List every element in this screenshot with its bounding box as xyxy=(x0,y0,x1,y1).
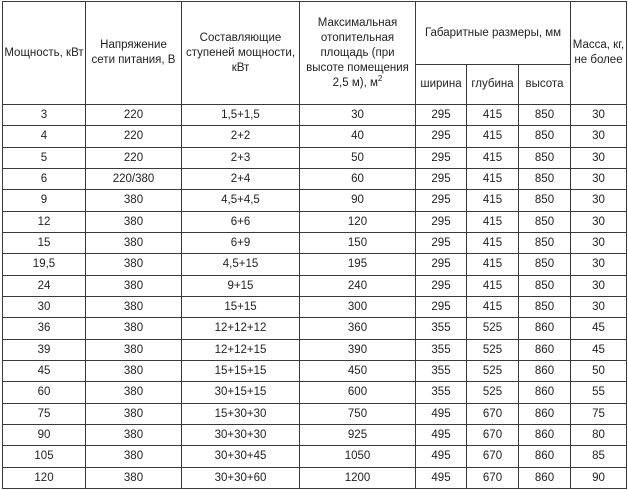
depth-cell: 415 xyxy=(467,168,519,189)
depth-cell: 525 xyxy=(467,318,519,339)
width-cell: 495 xyxy=(416,467,467,488)
stages-cell: 6+6 xyxy=(182,211,300,232)
stages-cell: 12+12+15 xyxy=(182,339,300,360)
stages-cell: 2+4 xyxy=(182,168,300,189)
specs-table xyxy=(2,1,627,489)
height-cell: 860 xyxy=(519,446,571,467)
header-voltage: Напряжение сети питания, В xyxy=(86,2,182,105)
table-row xyxy=(3,403,627,424)
voltage-cell: 220 xyxy=(86,147,182,168)
width-cell: 495 xyxy=(416,403,467,424)
height-cell: 860 xyxy=(519,339,571,360)
area-cell: 240 xyxy=(300,275,416,296)
table-header xyxy=(3,2,627,105)
table-row xyxy=(3,211,627,232)
height-cell: 850 xyxy=(519,232,571,253)
depth-cell: 525 xyxy=(467,382,519,403)
table-row xyxy=(3,318,627,339)
mass-cell: 30 xyxy=(571,190,627,211)
area-cell: 195 xyxy=(300,254,416,275)
depth-cell: 525 xyxy=(467,339,519,360)
voltage-cell: 220 xyxy=(86,105,182,126)
voltage-cell: 380 xyxy=(86,467,182,488)
stages-cell: 15+15 xyxy=(182,296,300,317)
mass-cell: 45 xyxy=(571,318,627,339)
area-cell: 150 xyxy=(300,232,416,253)
voltage-cell: 380 xyxy=(86,275,182,296)
mass-cell: 30 xyxy=(571,254,627,275)
power-cell: 15 xyxy=(3,232,86,253)
width-cell: 295 xyxy=(416,254,467,275)
width-cell: 295 xyxy=(416,147,467,168)
table-row xyxy=(3,232,627,253)
stages-cell: 6+9 xyxy=(182,232,300,253)
voltage-cell: 380 xyxy=(86,403,182,424)
voltage-cell: 380 xyxy=(86,211,182,232)
table-row xyxy=(3,467,627,488)
area-cell: 750 xyxy=(300,403,416,424)
table-row xyxy=(3,446,627,467)
header-area-text: Максимальная отопительная площадь (при высоте помещения 2,5 м), м xyxy=(306,16,409,89)
table-row xyxy=(3,424,627,445)
mass-cell: 30 xyxy=(571,232,627,253)
depth-cell: 415 xyxy=(467,126,519,147)
stages-cell: 1,5+1,5 xyxy=(182,105,300,126)
stages-cell: 2+2 xyxy=(182,126,300,147)
area-cell: 450 xyxy=(300,360,416,381)
depth-cell: 415 xyxy=(467,211,519,232)
depth-cell: 670 xyxy=(467,424,519,445)
height-cell: 850 xyxy=(519,190,571,211)
height-cell: 850 xyxy=(519,211,571,232)
width-cell: 295 xyxy=(416,275,467,296)
table-row xyxy=(3,360,627,381)
power-cell: 9 xyxy=(3,190,86,211)
width-cell: 295 xyxy=(416,211,467,232)
width-cell: 295 xyxy=(416,105,467,126)
depth-cell: 415 xyxy=(467,147,519,168)
voltage-cell: 380 xyxy=(86,318,182,339)
area-cell: 90 xyxy=(300,190,416,211)
width-cell: 355 xyxy=(416,382,467,403)
area-cell: 300 xyxy=(300,296,416,317)
table-row xyxy=(3,105,627,126)
area-cell: 390 xyxy=(300,339,416,360)
stages-cell: 12+12+12 xyxy=(182,318,300,339)
header-stages: Составляющие ступеней мощности, кВт xyxy=(182,2,300,105)
depth-cell: 415 xyxy=(467,190,519,211)
height-cell: 850 xyxy=(519,296,571,317)
header-mass: Масса, кг, не более xyxy=(571,2,627,105)
voltage-cell: 380 xyxy=(86,339,182,360)
area-cell: 40 xyxy=(300,126,416,147)
height-cell: 860 xyxy=(519,403,571,424)
mass-cell: 90 xyxy=(571,467,627,488)
stages-cell: 30+15+15 xyxy=(182,382,300,403)
height-cell: 850 xyxy=(519,168,571,189)
height-cell: 860 xyxy=(519,467,571,488)
table-body xyxy=(3,105,627,489)
power-cell: 120 xyxy=(3,467,86,488)
header-area xyxy=(300,2,416,105)
table-row xyxy=(3,126,627,147)
header-dimensions: Габаритные размеры, мм xyxy=(416,2,571,65)
power-cell: 105 xyxy=(3,446,86,467)
area-cell: 50 xyxy=(300,147,416,168)
voltage-cell: 380 xyxy=(86,254,182,275)
voltage-cell: 380 xyxy=(86,232,182,253)
height-cell: 850 xyxy=(519,105,571,126)
table-row xyxy=(3,382,627,403)
height-cell: 860 xyxy=(519,318,571,339)
mass-cell: 30 xyxy=(571,126,627,147)
height-cell: 850 xyxy=(519,126,571,147)
area-cell: 1050 xyxy=(300,446,416,467)
depth-cell: 415 xyxy=(467,275,519,296)
table-row xyxy=(3,168,627,189)
mass-cell: 75 xyxy=(571,403,627,424)
table-row xyxy=(3,254,627,275)
header-height: высота xyxy=(519,65,571,105)
depth-cell: 415 xyxy=(467,105,519,126)
depth-cell: 670 xyxy=(467,446,519,467)
power-cell: 24 xyxy=(3,275,86,296)
voltage-cell: 380 xyxy=(86,382,182,403)
power-cell: 75 xyxy=(3,403,86,424)
stages-cell: 4,5+15 xyxy=(182,254,300,275)
depth-cell: 415 xyxy=(467,232,519,253)
depth-cell: 670 xyxy=(467,403,519,424)
width-cell: 495 xyxy=(416,446,467,467)
table-row xyxy=(3,190,627,211)
voltage-cell: 220 xyxy=(86,126,182,147)
stages-cell: 15+30+30 xyxy=(182,403,300,424)
stages-cell: 30+30+60 xyxy=(182,467,300,488)
power-cell: 3 xyxy=(3,105,86,126)
power-cell: 5 xyxy=(3,147,86,168)
mass-cell: 85 xyxy=(571,446,627,467)
header-power: Мощность, кВт xyxy=(3,2,86,105)
power-cell: 12 xyxy=(3,211,86,232)
stages-cell: 4,5+4,5 xyxy=(182,190,300,211)
power-cell: 30 xyxy=(3,296,86,317)
mass-cell: 45 xyxy=(571,339,627,360)
stages-cell: 9+15 xyxy=(182,275,300,296)
voltage-cell: 380 xyxy=(86,190,182,211)
width-cell: 295 xyxy=(416,168,467,189)
depth-cell: 415 xyxy=(467,254,519,275)
table-row xyxy=(3,147,627,168)
depth-cell: 415 xyxy=(467,296,519,317)
depth-cell: 670 xyxy=(467,467,519,488)
mass-cell: 30 xyxy=(571,296,627,317)
area-cell: 1200 xyxy=(300,467,416,488)
stages-cell: 2+3 xyxy=(182,147,300,168)
height-cell: 860 xyxy=(519,360,571,381)
height-cell: 850 xyxy=(519,254,571,275)
area-cell: 360 xyxy=(300,318,416,339)
height-cell: 850 xyxy=(519,147,571,168)
voltage-cell: 220/380 xyxy=(86,168,182,189)
mass-cell: 55 xyxy=(571,382,627,403)
power-cell: 45 xyxy=(3,360,86,381)
voltage-cell: 380 xyxy=(86,424,182,445)
mass-cell: 50 xyxy=(571,360,627,381)
table-row xyxy=(3,339,627,360)
header-depth: глубина xyxy=(467,65,519,105)
mass-cell: 30 xyxy=(571,275,627,296)
width-cell: 355 xyxy=(416,339,467,360)
height-cell: 850 xyxy=(519,275,571,296)
mass-cell: 30 xyxy=(571,105,627,126)
height-cell: 860 xyxy=(519,382,571,403)
voltage-cell: 380 xyxy=(86,296,182,317)
power-cell: 90 xyxy=(3,424,86,445)
width-cell: 355 xyxy=(416,360,467,381)
voltage-cell: 380 xyxy=(86,446,182,467)
stages-cell: 30+30+30 xyxy=(182,424,300,445)
width-cell: 495 xyxy=(416,424,467,445)
area-cell: 60 xyxy=(300,168,416,189)
power-cell: 4 xyxy=(3,126,86,147)
stages-cell: 15+15+15 xyxy=(182,360,300,381)
area-cell: 30 xyxy=(300,105,416,126)
mass-cell: 30 xyxy=(571,211,627,232)
stages-cell: 30+30+45 xyxy=(182,446,300,467)
power-cell: 19,5 xyxy=(3,254,86,275)
area-cell: 120 xyxy=(300,211,416,232)
mass-cell: 30 xyxy=(571,168,627,189)
power-cell: 6 xyxy=(3,168,86,189)
width-cell: 295 xyxy=(416,232,467,253)
mass-cell: 80 xyxy=(571,424,627,445)
power-cell: 39 xyxy=(3,339,86,360)
header-area-sup: 2 xyxy=(377,73,383,83)
power-cell: 60 xyxy=(3,382,86,403)
width-cell: 355 xyxy=(416,318,467,339)
width-cell: 295 xyxy=(416,296,467,317)
mass-cell: 30 xyxy=(571,147,627,168)
table-row xyxy=(3,296,627,317)
power-cell: 36 xyxy=(3,318,86,339)
header-width: ширина xyxy=(416,65,467,105)
area-cell: 925 xyxy=(300,424,416,445)
depth-cell: 525 xyxy=(467,360,519,381)
voltage-cell: 380 xyxy=(86,360,182,381)
width-cell: 295 xyxy=(416,126,467,147)
width-cell: 295 xyxy=(416,190,467,211)
area-cell: 600 xyxy=(300,382,416,403)
height-cell: 860 xyxy=(519,424,571,445)
table-row xyxy=(3,275,627,296)
